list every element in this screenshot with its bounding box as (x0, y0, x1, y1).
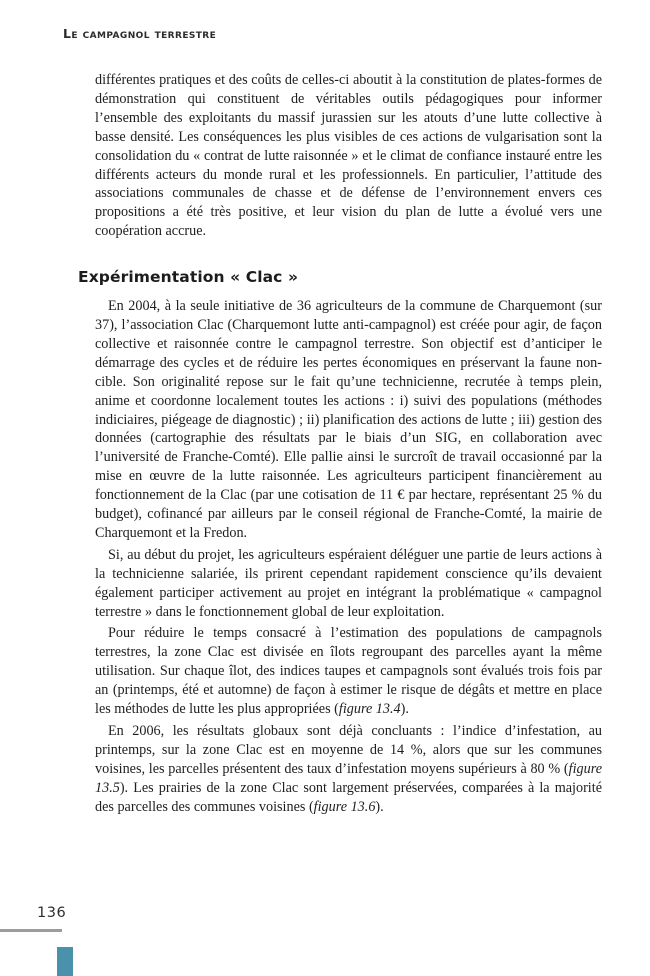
body-paragraph: En 2006, les résultats globaux sont déjà concluants : l’indice d’infestation, au printemps, sur la zone Clac est en moyenne de 14 %, alors que sur les communes voisines, les parcelles présentent des taux d’infestation moyens supérieurs à 80 % (figure 13.5). Les prairies de la zone Clac sont largement préservées, comparées à la majorité des parcelles des communes voisines (figure 13.6). (95, 723, 602, 815)
body-paragraph: Pour réduire le temps consacré à l’estimation des populations de campagnols terrestres, la zone Clac est divisée en îlots regroupant des parcelles ayant la même utilisation. Sur chaque îlot, des indices taupes et campagnols sont évalués trois fois par an (printemps, été et automne) de façon à estimer le risque de dégâts et mettre en place les méthodes de lutte les plus appropriées (figure 13.4). (95, 625, 602, 718)
body-paragraph: Si, au début du projet, les agriculteurs espéraient déléguer une partie de leurs actions à la technicienne salariée, ils prirent cependant rapidement conscience qu’ils devaient également participer activement au projet en intégrant la problématique « campagnol terrestre » dans le fonctionnement global de leur exploitation. (95, 546, 602, 620)
section-heading: Expérimentation « Clac » (78, 268, 299, 287)
running-header: Le campagnol terrestre (63, 26, 217, 41)
body-paragraph: En 2004, à la seule initiative de 36 agriculteurs de la commune de Charquemont (sur 37), l’association Clac (Charquemont lutte anti-campagnol) est créée pour agir, de façon collective et raisonnée contre le campagnol terrestre. Son objectif est d’anticiper le démarrage des cycles et de réduire les pertes économiques en préservant la faune non-cible. Son originalité repose sur le fait qu’une technicienne, recrutée à temps plein, anime et coordonne localement toutes les actions : i) suivi des populations (méthodes indiciaires, piégeage de diagnostic) ; ii) planification des actions de lutte ; iii) gestion des données (cartographie des résultats par le biais d’un SIG, en collaboration avec l’université de Franche-Comté). Elle pallie ainsi le surcroît de travail occasionné par la mise en œuvre de la lutte raisonnée. Les agriculteurs participent financièrement au fonctionnement de la Clac (par une cotisation de 11 € par hectare, représentant 25 % du budget), cofinancé par ailleurs par le conseil régional de Franche-Comté, la mairie de Charquemont et la Fredon. (95, 298, 602, 541)
intro-paragraph: différentes pratiques et des coûts de celles-ci aboutit à la constitution de plates-formes de démonstration qui constituent de véritables outils pédagogiques pour informer l’ensemble des exploitants du massif jurassien sur les atouts d’une lutte collective à basse densité. Les conséquences les plus visibles de ces actions de vulgarisation sont la consolidation du « contrat de lutte raisonnée » et le climat de confiance instauré entre les différents acteurs du monde rural et les professionnels. En particulier, l’attitude des associations communales de chasse et de défense de l’environnement envers ces propositions a été très positive, et leur vision du plan de lutte a évolué vers une coopération accrue. (95, 72, 602, 240)
page-corner-tab (57, 947, 73, 976)
paragraph-list (95, 297, 602, 816)
footer-rule (0, 929, 62, 932)
content-area (78, 71, 602, 820)
page-number: 136 (37, 905, 67, 921)
